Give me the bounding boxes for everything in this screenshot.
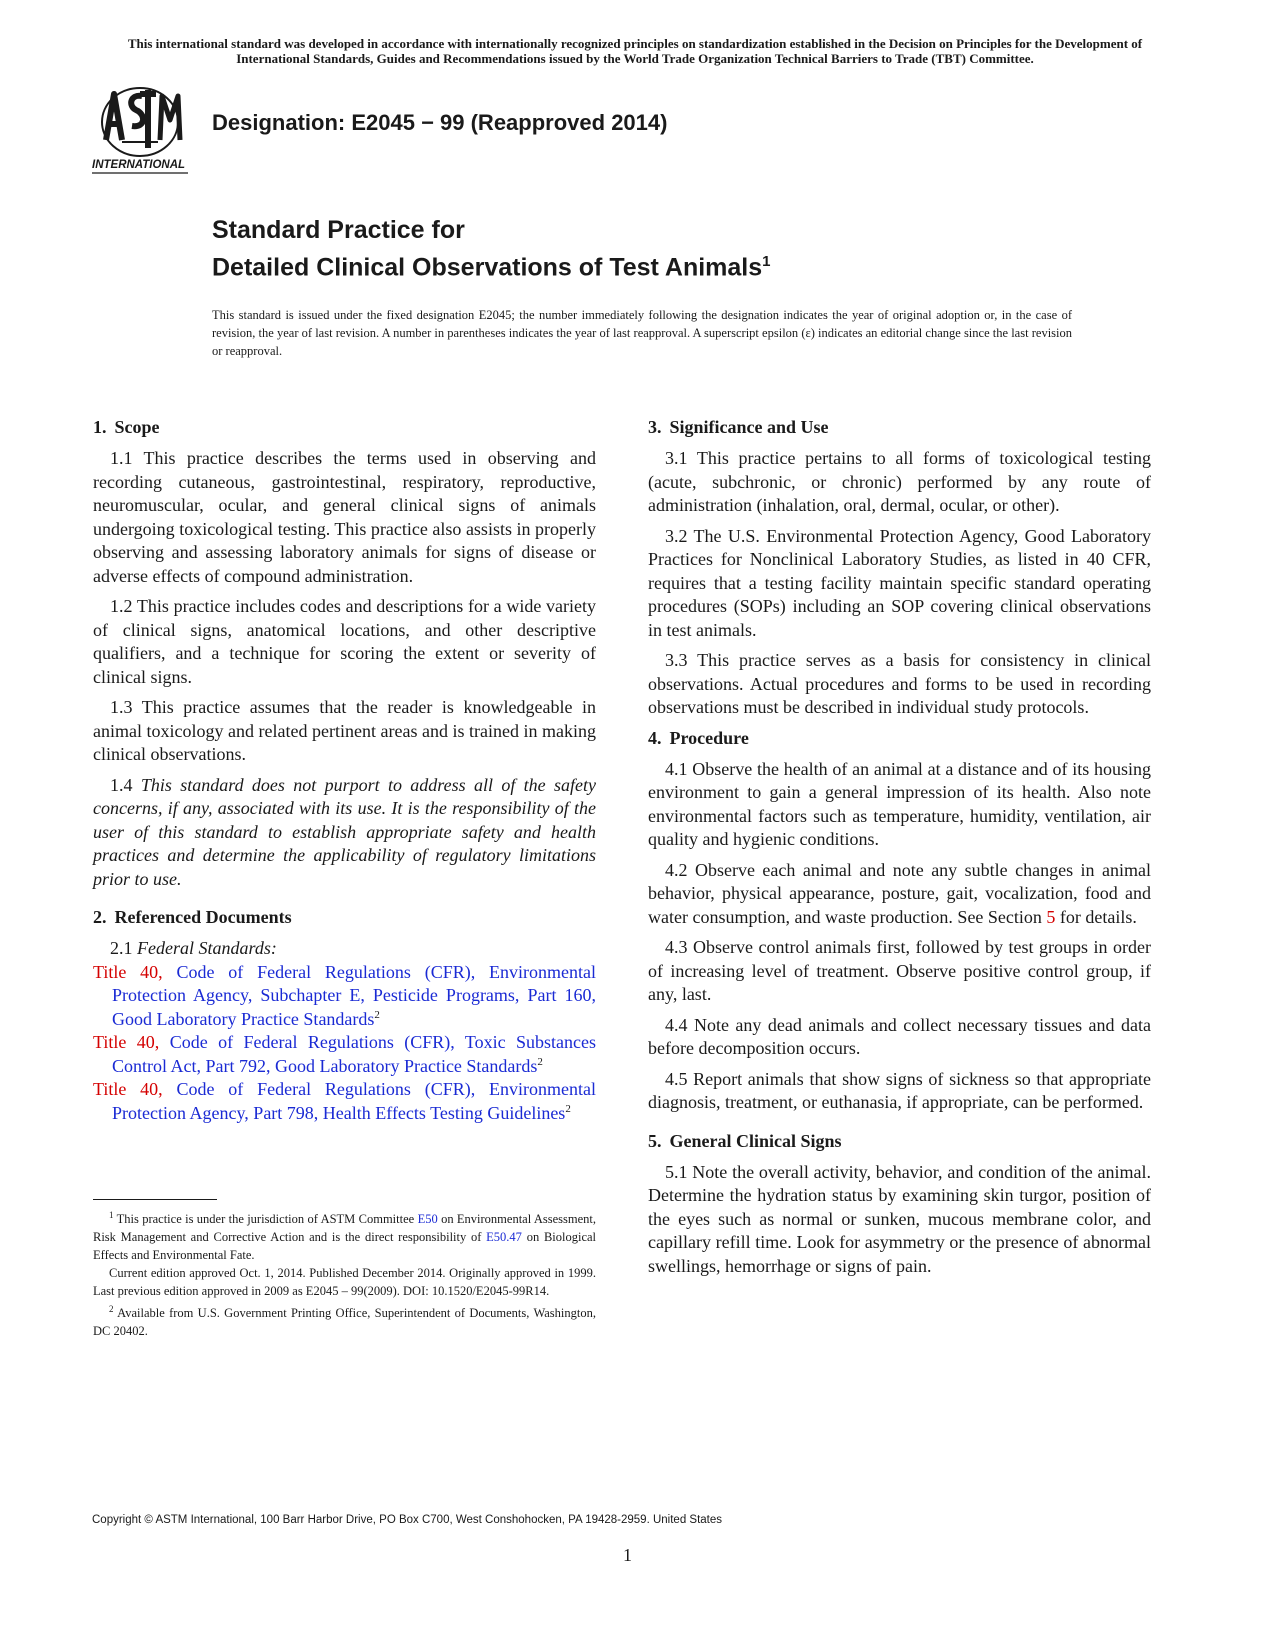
- paragraph-4-1: 4.1 Observe the health of an animal at a distance and of its housing environment to gain a general impression of its health. Also note environmental factors such as temperature, humidity, ventilation, air quality and hygienic conditions.: [648, 758, 1151, 849]
- section-heading-procedure: 4. Procedure: [648, 727, 749, 748]
- section-heading-referenced-documents: 2. Referenced Documents: [93, 907, 292, 927]
- paragraph-3-2: 3.2 The U.S. Environmental Protection Agency, Good Laboratory Practices for Nonclinical Laboratory Studies, as listed in 40 CFR, requires that a testing facility maintain specific standard operating procedures (SOPs) including an SOP covering clinical observations in test animals.: [648, 525, 1151, 640]
- document-title: [212, 214, 771, 283]
- paragraph-3-3: 3.3 This practice serves as a basis for consistency in clinical observations. Actual procedures and forms to be used in recording observations must be described in individual study protocols.: [648, 650, 1151, 717]
- title-line-1: Standard Practice for: [212, 216, 465, 244]
- astm-logo-graphic: [92, 84, 196, 180]
- copyright-notice: Copyright © ASTM International, 100 Barr Harbor Drive, PO Box C700, West Conshohocken, PA 19428-2959. United States: [92, 1514, 723, 1526]
- reference-item[interactable]: Title 40, Code of Federal Regulations (CFR), Environmental Protection Agency, Part 798, Health Effects Testing Guidelines$^2$: [93, 1079, 597, 1123]
- logo-wordmark: INTERNATIONAL: [92, 159, 186, 171]
- reference-item[interactable]: Title 40, Code of Federal Regulations (CFR), Environmental Protection Agency, Subchapter E, Pesticide Programs, Part 160, Good Laboratory Practice Standards$^2$: [93, 961, 597, 1029]
- reference-list: [93, 961, 596, 1126]
- footnote-divider: [93, 1199, 217, 1200]
- paragraph-2-1: 2.1 Federal Standards:: [110, 938, 277, 958]
- standards-notice: This international standard was developed in accordance with internationally recognized principles on standardization established in the Decision on Principles for the Development of International Standards, Guides and Recommendations issued by the World Trade Organization Technical Barriers to Trade (TBT) Committee.: [127, 36, 1143, 66]
- paragraph-1-1: 1.1 This practice describes the terms used in observing and recording cutaneous, gastrointestinal, respiratory, reproductive, neuromuscular, ocular, and general clinical signs of animals undergoing toxicological testing. This practice also assists in properly observing and assessing laboratory animals for signs of disease or adverse effects of compound administration.: [93, 448, 596, 586]
- section-heading-general-clinical-signs: 5. General Clinical Signs: [648, 1130, 842, 1151]
- footnote-1: $^1$ This practice is under the jurisdiction of ASTM Committee E50 on Environmental Assessment, Risk Management and Corrective Action and is the direct responsibility of E50.47 on Biological Effects and Environmental Fate.: [93, 1210, 597, 1263]
- footnote-2: $^2$ Available from U.S. Government Printing Office, Superintendent of Documents, Washington, DC 20402.: [93, 1304, 596, 1339]
- paragraph-1-4: 1.4 This standard does not purport to address all of the safety concerns, if any, associated with its use. It is the responsibility of the user of this standard to establish appropriate safety and health practices and determine the applicability of regulatory limitations prior to use.: [93, 774, 597, 889]
- paragraph-4-3: 4.3 Observe control animals first, followed by test groups in order of increasing level of treatment. Observe positive control group, if any, last.: [648, 937, 1151, 1004]
- section-5-link[interactable]: 5: [1046, 906, 1056, 927]
- subcommittee-link-e50-47[interactable]: E50.47: [486, 1230, 522, 1245]
- left-column: [93, 416, 596, 1125]
- paragraph-5-1: 5.1 Note the overall activity, behavior, and condition of the animal. Determine the hydration status by examining skin turgor, position of the eyes such as normal or sunken, mucous membrane color, and capillary refill time. Look for asymmetry or the presence of abnormal swellings, hemorrhage or signs of pain.: [648, 1161, 1151, 1276]
- page-number: 1: [623, 1545, 632, 1565]
- issued-note: This standard is issued under the fixed designation E2045; the number immediately following the designation indicates the year of original adoption or, in the case of revision, the year of last revision. A number in parentheses indicates the year of last reapproval. A superscript epsilon (ε) indicates an editorial change since the last revision or reapproval.: [212, 308, 1072, 358]
- title-line-2: Detailed Clinical Observations of Test Animals$^1$: [212, 253, 771, 282]
- footnotes: [93, 1206, 596, 1340]
- paragraph-1-3: 1.3 This practice assumes that the reader is knowledgeable in animal toxicology and related pertinent areas and is trained in making clinical observations.: [93, 697, 596, 764]
- astm-logo: [92, 84, 196, 180]
- section-heading-scope: 1. Scope: [93, 417, 160, 437]
- designation: Designation: E2045 − 99 (Reapproved 2014): [212, 110, 668, 135]
- paragraph-4-4: 4.4 Note any dead animals and collect necessary tissues and data before decomposition occurs.: [648, 1014, 1151, 1058]
- paragraph-4-5: 4.5 Report animals that show signs of sickness so that appropriate diagnosis, treatment, or euthanasia, if appropriate, can be performed.: [648, 1068, 1151, 1112]
- footnote-1-edition: Current edition approved Oct. 1, 2014. Published December 2014. Originally approved in 1999. Last previous edition approved in 2009 as E2045 – 99(2009). DOI: 10.1520/E2045-99R14.: [93, 1266, 596, 1299]
- paragraph-4-2: 4.2 Observe each animal and note any subtle changes in animal behavior, physical appearance, posture, gait, vocalization, food and water consumption, and waste production. See Section 5 for details.: [648, 859, 1151, 927]
- reference-item[interactable]: Title 40, Code of Federal Regulations (CFR), Toxic Substances Control Act, Part 792, Good Laboratory Practice Standards$^2$: [93, 1032, 597, 1076]
- section-heading-significance: 3. Significance and Use: [648, 417, 829, 437]
- paragraph-1-2: 1.2 This practice includes codes and descriptions for a wide variety of clinical signs, anatomical locations, and other descriptive qualifiers, and a technique for scoring the extent or severity of clinical signs.: [93, 596, 596, 687]
- right-column: [648, 416, 1151, 1285]
- title-footnote-mark[interactable]: 1: [762, 253, 771, 270]
- paragraph-3-1: 3.1 This practice pertains to all forms of toxicological testing (acute, subchronic, or chronic) performed by any route of administration (inhalation, oral, dermal, ocular, or other).: [648, 448, 1151, 515]
- committee-link-e50[interactable]: E50: [417, 1212, 438, 1227]
